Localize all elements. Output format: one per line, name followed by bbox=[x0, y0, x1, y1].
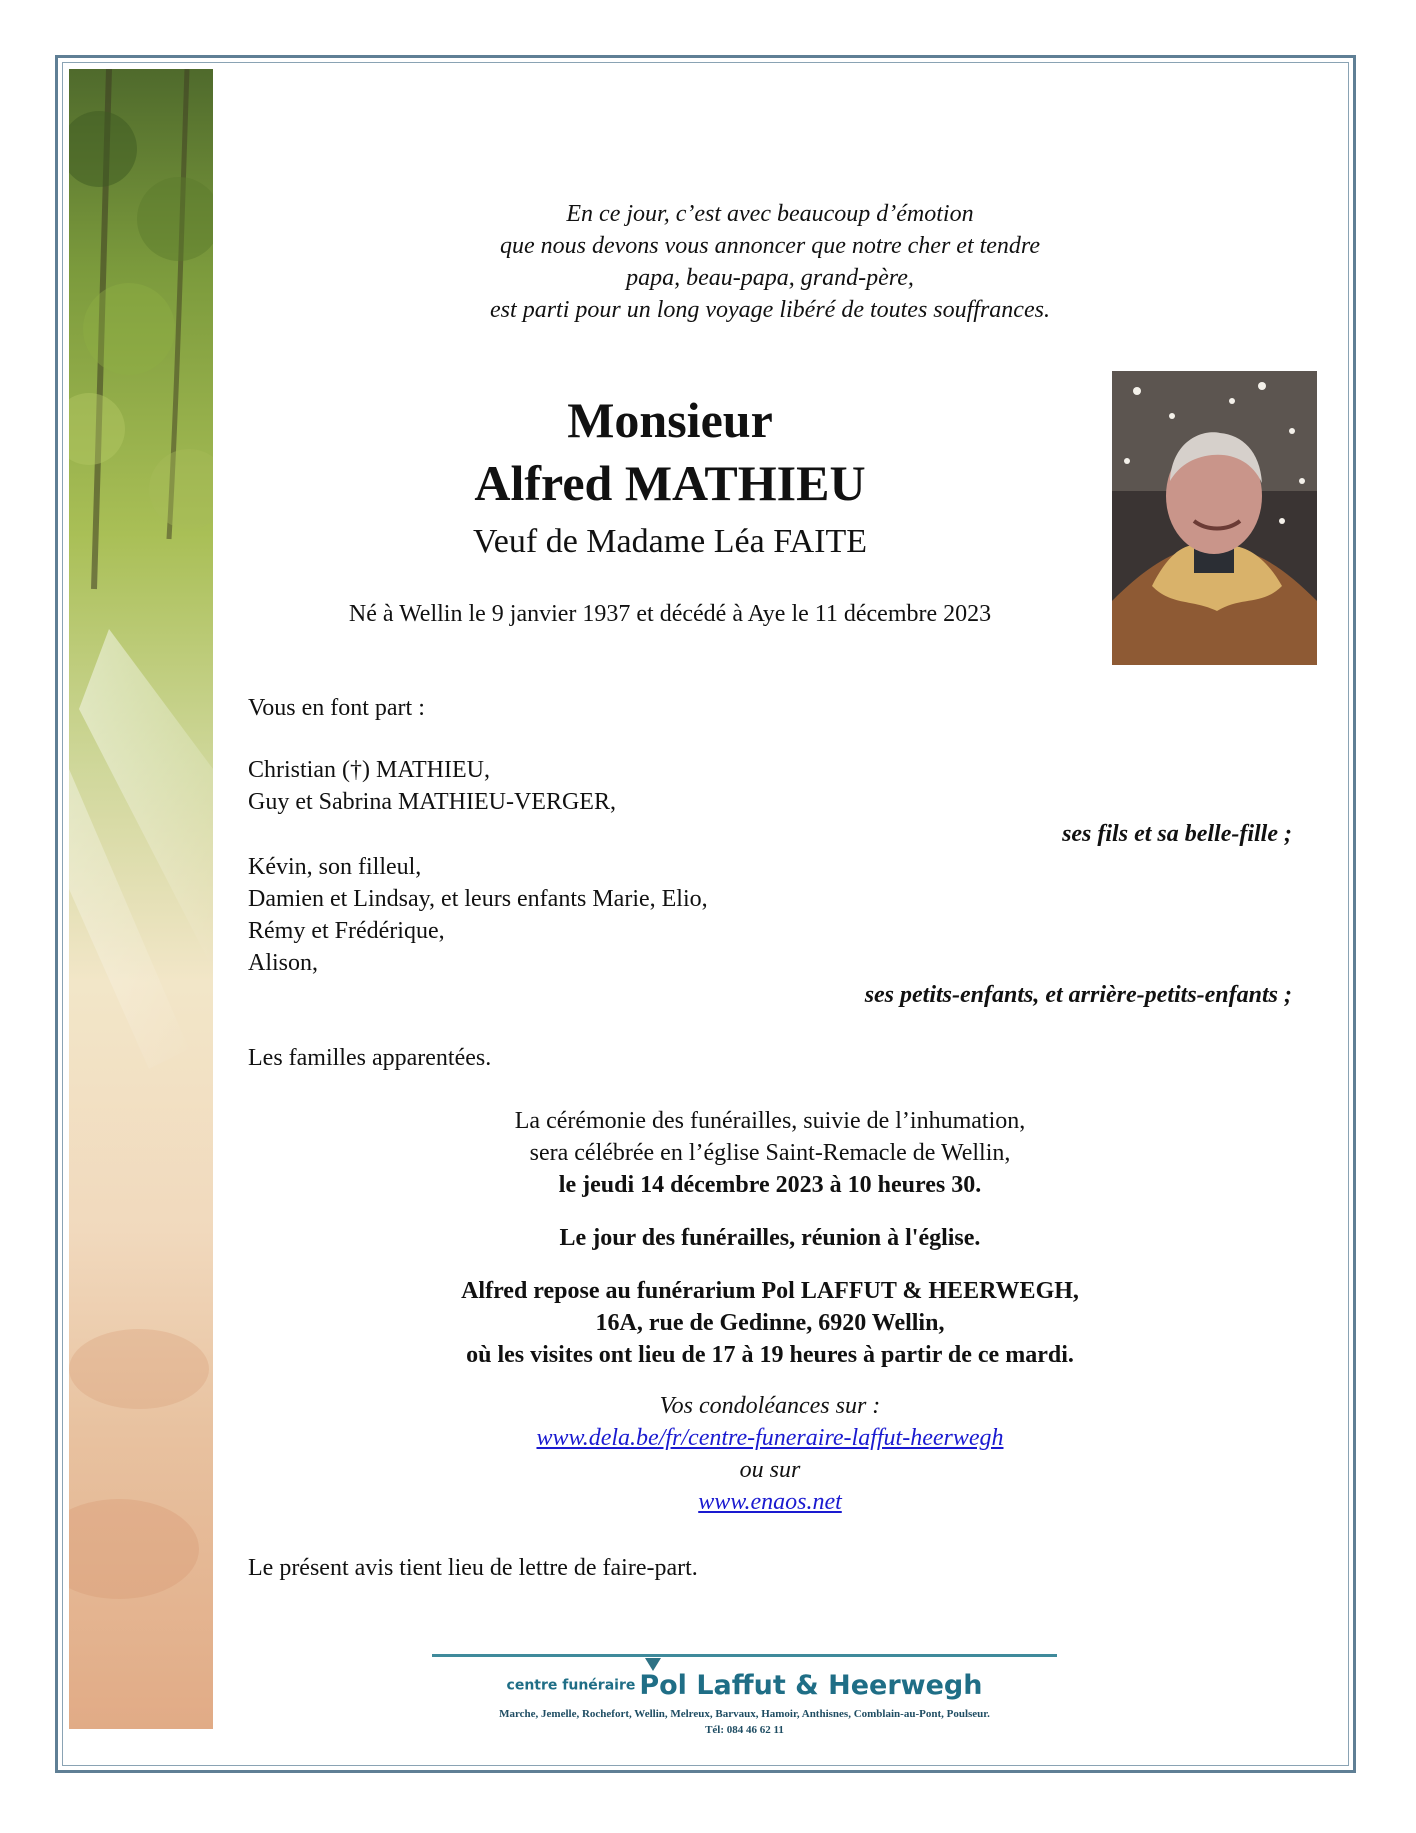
child-entry: Guy et Sabrina MATHIEU-VERGER, bbox=[248, 789, 616, 815]
funeral-home-logo bbox=[432, 1670, 1057, 1701]
ceremony-line: La cérémonie des funérailles, suivie de l’inhumation, bbox=[514, 1108, 1026, 1134]
ceremony-line: sera célébrée en l’église Saint-Remacle de Wellin, bbox=[529, 1140, 1011, 1166]
repose-line: 16A, rue de Gedinne, 6920 Wellin, bbox=[595, 1310, 945, 1336]
deceased-name: Alfred MATHIEU bbox=[474, 455, 866, 511]
announce-text: Vous en font part : bbox=[248, 695, 425, 721]
forest-path-image bbox=[69, 69, 213, 1729]
grandchild-entry: Kévin, son filleul, bbox=[248, 854, 422, 880]
footer-small-label: centre funéraire bbox=[506, 1677, 636, 1694]
closing-text: Le présent avis tient lieu de lettre de faire-part. bbox=[248, 1555, 698, 1581]
enaos-link[interactable]: www.enaos.net bbox=[698, 1489, 842, 1515]
condolences-block bbox=[400, 1390, 1140, 1518]
child-entry: Christian (†) MATHIEU, bbox=[248, 757, 490, 783]
condolences-label: Vos condoléances sur : bbox=[659, 1393, 881, 1419]
repose-block bbox=[400, 1275, 1140, 1371]
grandchild-entry: Rémy et Frédérique, bbox=[248, 918, 445, 944]
portrait-photo bbox=[1112, 371, 1317, 665]
repose-line: où les visites ont lieu de 17 à 19 heures à partir de ce mardi. bbox=[466, 1342, 1074, 1368]
meeting-line: Le jour des funérailles, réunion à l'église. bbox=[559, 1225, 981, 1251]
intro-line: papa, beau-papa, grand-père, bbox=[626, 265, 914, 291]
repose-line: Alfred repose au funérarium Pol LAFFUT & HEERWEGH, bbox=[461, 1278, 1079, 1304]
birth-death-dates: Né à Wellin le 9 janvier 1937 et décédé à Aye le 11 décembre 2023 bbox=[348, 601, 992, 627]
families-text: Les familles apparentées. bbox=[248, 1045, 492, 1071]
footer-phone: Tél: 084 46 62 11 bbox=[705, 1724, 784, 1736]
meeting-text bbox=[400, 1222, 1140, 1254]
footer-divider bbox=[432, 1654, 1057, 1657]
intro-text bbox=[380, 198, 1160, 326]
grandchildren-label: ses petits-enfants, et arrière-petits-enfants ; bbox=[864, 982, 1292, 1008]
footer-brand-name: Pol Laffut & Heerwegh bbox=[639, 1670, 983, 1701]
ceremony-date: le jeudi 14 décembre 2023 à 10 heures 30. bbox=[558, 1172, 982, 1198]
deceased-title: Monsieur bbox=[567, 392, 773, 448]
intro-line: En ce jour, c’est avec beaucoup d’émotion bbox=[566, 201, 974, 227]
children-label: ses fils et sa belle-fille ; bbox=[1062, 821, 1292, 847]
widow-of: Veuf de Madame Léa FAITE bbox=[473, 523, 867, 560]
grandchild-entry: Alison, bbox=[248, 950, 319, 976]
ceremony-block bbox=[400, 1105, 1140, 1201]
intro-line: que nous devons vous annoncer que notre cher et tendre bbox=[499, 233, 1041, 259]
condolences-or: ou sur bbox=[739, 1457, 801, 1483]
grandchild-entry: Damien et Lindsay, et leurs enfants Marie, Elio, bbox=[248, 886, 708, 912]
dela-link[interactable]: www.dela.be/fr/centre-funeraire-laffut-heerwegh bbox=[536, 1425, 1004, 1451]
intro-line: est parti pour un long voyage libéré de toutes souffrances. bbox=[490, 297, 1050, 323]
footer-towns: Marche, Jemelle, Rochefort, Wellin, Melreux, Barvaux, Hamoir, Anthisnes, Comblain-au-Pont, Poulseur. bbox=[499, 1708, 990, 1720]
